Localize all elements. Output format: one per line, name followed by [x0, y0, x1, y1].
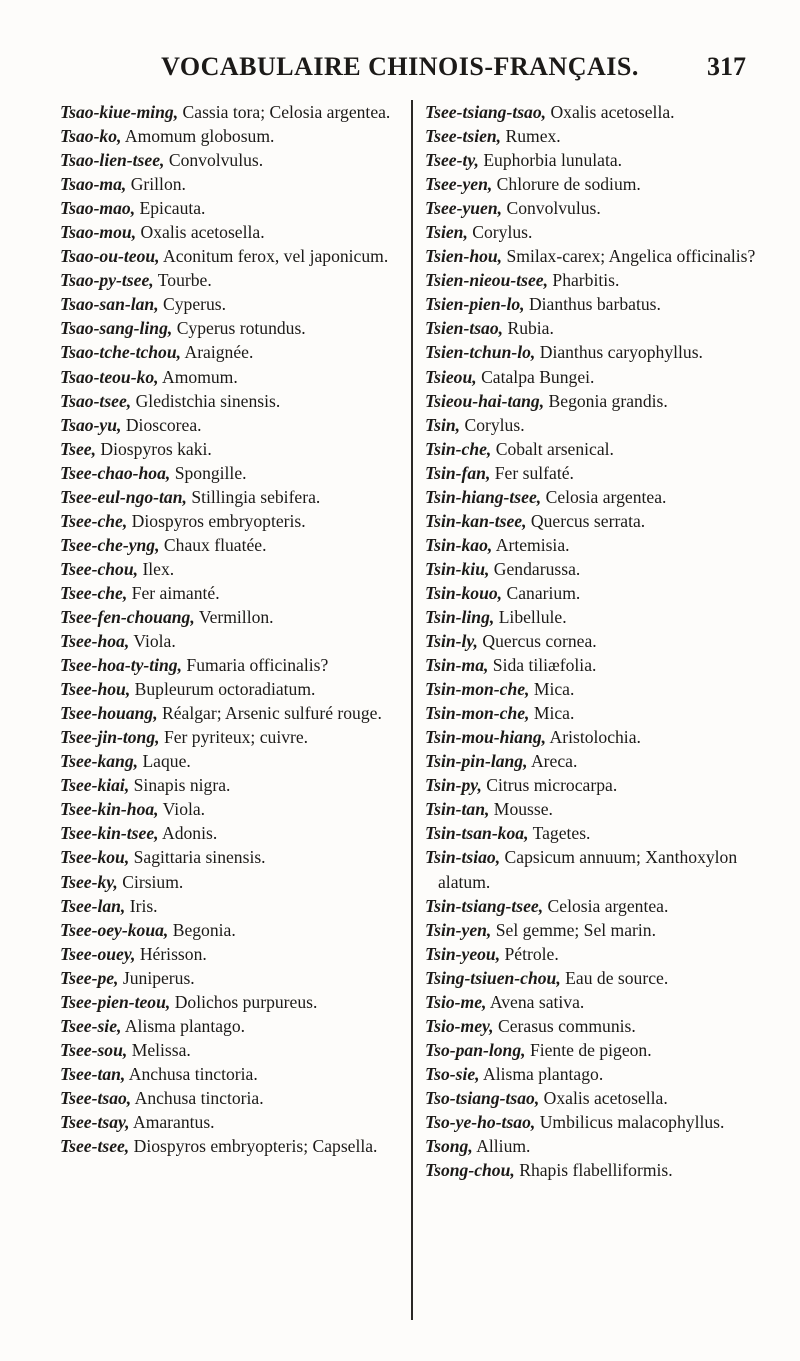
entry-term: Tsin-pin-lang, — [425, 751, 528, 772]
entry-definition: Catalpa Bungei. — [481, 366, 595, 387]
entry-term: Tsin-che, — [425, 438, 492, 459]
entry-term: Tsee-che, — [60, 582, 128, 603]
entry-definition: Pétrole. — [504, 943, 559, 964]
entry-term: Tsee-houang, — [60, 703, 158, 724]
entry-definition: Alisma plantago. — [124, 1015, 246, 1036]
dictionary-entry — [425, 533, 765, 557]
entry-term: Tsee-kiai, — [60, 775, 130, 796]
dictionary-entry — [425, 605, 765, 629]
dictionary-entry — [60, 1134, 400, 1158]
dictionary-entry — [60, 629, 400, 653]
dictionary-entry — [60, 966, 400, 990]
right-column — [425, 100, 765, 1182]
dictionary-entry — [425, 845, 765, 893]
entry-term: Tsee-fen-chouang, — [60, 606, 195, 627]
dictionary-entry — [60, 316, 400, 340]
dictionary-entry — [60, 990, 400, 1014]
entry-definition: Aristolochia. — [549, 727, 641, 748]
entry-term: Tsien-tchun-lo, — [425, 342, 536, 363]
entry-definition: Fer pyriteux; cuivre. — [163, 727, 309, 748]
dictionary-entry — [425, 990, 765, 1014]
entry-term: Tsee-yuen, — [425, 198, 503, 219]
entry-definition: Diospyros embryopteris. — [131, 510, 306, 531]
dictionary-entry — [60, 485, 400, 509]
entry-term: Tsin-hiang-tsee, — [425, 486, 542, 507]
dictionary-entry — [425, 196, 765, 220]
entry-term: Tsao-mou, — [60, 222, 137, 243]
dictionary-entry — [425, 1134, 765, 1158]
entry-definition: Celosia argentea. — [545, 486, 667, 507]
entry-term: Tsao-san-lan, — [60, 294, 159, 315]
entry-definition: Spongille. — [174, 462, 247, 483]
entry-definition: Adonis. — [161, 823, 218, 844]
dictionary-entry — [60, 461, 400, 485]
entry-term: Tsieou-hai-tang, — [425, 390, 545, 411]
entry-term: Tsin-fan, — [425, 462, 491, 483]
dictionary-entry — [60, 268, 400, 292]
entry-definition: Juniperus. — [122, 967, 195, 988]
entry-term: Tsee-hoa, — [60, 631, 130, 652]
entry-definition: Aconitum ferox, vel japonicum. — [163, 246, 389, 267]
dictionary-entry — [60, 749, 400, 773]
dictionary-entry — [425, 124, 765, 148]
entry-term: Tsee-sou, — [60, 1039, 128, 1060]
dictionary-entry — [425, 172, 765, 196]
dictionary-entry — [425, 509, 765, 533]
dictionary-entry — [60, 389, 400, 413]
dictionary-entry — [425, 557, 765, 581]
dictionary-entry — [425, 653, 765, 677]
entry-term: Tsee-tan, — [60, 1063, 126, 1084]
entry-term: Tsee-chao-hoa, — [60, 462, 171, 483]
entry-term: Tsao-sang-ling, — [60, 318, 173, 339]
entry-term: Tsee-ty, — [425, 150, 479, 171]
entry-term: Tsee-tsee, — [60, 1136, 130, 1157]
dictionary-entry — [60, 196, 400, 220]
entry-term: Tsee-oey-koua, — [60, 919, 169, 940]
dictionary-entry — [425, 1014, 765, 1038]
entry-definition: Begonia grandis. — [548, 390, 668, 411]
dictionary-entry — [425, 437, 765, 461]
dictionary-entry — [425, 701, 765, 725]
entry-definition: Amomum globosum. — [124, 126, 275, 147]
entry-definition: Sinapis nigra. — [133, 775, 231, 796]
entry-definition: Ilex. — [142, 558, 175, 579]
entry-term: Tsee-lan, — [60, 895, 126, 916]
entry-definition: Capsicum annuum; Xanthoxylon alatum. — [438, 847, 738, 892]
dictionary-entry — [425, 268, 765, 292]
entry-term: Tsin, — [425, 414, 461, 435]
dictionary-entry — [425, 1062, 765, 1086]
entry-definition: Rumex. — [505, 126, 561, 147]
dictionary-entry — [60, 365, 400, 389]
dictionary-entry — [60, 942, 400, 966]
entry-term: Tsin-kiu, — [425, 558, 490, 579]
entry-term: Tsin-mon-che, — [425, 703, 530, 724]
entry-term: Tsong, — [425, 1136, 473, 1157]
entry-definition: Canarium. — [506, 582, 581, 603]
dictionary-entry — [425, 148, 765, 172]
entry-term: Tsee-pien-teou, — [60, 991, 171, 1012]
dictionary-entry — [425, 220, 765, 244]
entry-term: Tsao-yu, — [60, 414, 122, 435]
entry-term: Tsien-nieou-tsee, — [425, 270, 548, 291]
dictionary-entry — [60, 653, 400, 677]
entry-term: Tsin-yeou, — [425, 943, 501, 964]
dictionary-entry — [425, 749, 765, 773]
entry-definition: Dioscorea. — [125, 414, 202, 435]
dictionary-entry — [60, 797, 400, 821]
entry-term: Tsee-tsay, — [60, 1111, 130, 1132]
entry-definition: Viola. — [133, 631, 176, 652]
entry-definition: Citrus microcarpa. — [486, 775, 618, 796]
entry-definition: Pharbitis. — [552, 270, 620, 291]
dictionary-entry — [60, 172, 400, 196]
entry-term: Tsee-kou, — [60, 847, 130, 868]
dictionary-entry — [60, 1110, 400, 1134]
entry-term: Tsee-kin-hoa, — [60, 799, 159, 820]
dictionary-entry — [60, 845, 400, 869]
entry-definition: Dolichos purpureus. — [174, 991, 318, 1012]
entry-definition: Anchusa tinctoria. — [134, 1087, 264, 1108]
dictionary-entry — [60, 124, 400, 148]
entry-definition: Chlorure de sodium. — [496, 174, 641, 195]
entry-term: Tsao-tche-tchou, — [60, 342, 182, 363]
entry-term: Tso-tsiang-tsao, — [425, 1087, 540, 1108]
entry-term: Tsee-sie, — [60, 1015, 122, 1036]
entry-term: Tsee-yen, — [425, 174, 493, 195]
dictionary-entry — [60, 244, 400, 268]
entry-term: Tsee-ky, — [60, 871, 118, 892]
entry-term: Tsee-eul-ngo-tan, — [60, 486, 187, 507]
entry-term: Tsin-mon-che, — [425, 679, 530, 700]
entry-definition: Smilax-carex; Angelica officinalis? — [506, 246, 756, 267]
dictionary-entry — [60, 918, 400, 942]
entry-definition: Cyperus. — [163, 294, 227, 315]
entry-definition: Cassia tora; Celosia argentea. — [182, 102, 391, 122]
entry-definition: Grillon. — [130, 174, 186, 195]
entry-term: Tsao-kiue-ming, — [60, 102, 179, 122]
entry-term: Tsao-ko, — [60, 126, 122, 147]
entry-term: Tsee-kang, — [60, 751, 139, 772]
entry-definition: Areca. — [530, 751, 578, 772]
dictionary-entry — [425, 942, 765, 966]
dictionary-entry — [60, 821, 400, 845]
dictionary-entry — [425, 461, 765, 485]
entry-term: Tsio-mey, — [425, 1015, 494, 1036]
entry-term: Tsin-ma, — [425, 655, 489, 676]
entry-definition: Rubia. — [507, 318, 554, 339]
dictionary-entry — [425, 1110, 765, 1134]
entry-term: Tsao-teou-ko, — [60, 366, 159, 387]
entry-definition: Cobalt arsenical. — [495, 438, 614, 459]
entry-term: Tsee-chou, — [60, 558, 139, 579]
entry-definition: Convolvulus. — [506, 198, 601, 219]
entry-definition: Begonia. — [172, 919, 236, 940]
page-header — [0, 52, 800, 92]
entry-term: Tsin-tsan-koa, — [425, 823, 529, 844]
dictionary-entry — [425, 966, 765, 990]
entry-definition: Sida tiliæfolia. — [492, 655, 597, 676]
dictionary-entry — [425, 797, 765, 821]
dictionary-entry — [425, 244, 765, 268]
entry-definition: Cerasus communis. — [497, 1015, 636, 1036]
dictionary-entry — [425, 413, 765, 437]
dictionary-entry — [425, 773, 765, 797]
entry-definition: Fer sulfaté. — [494, 462, 574, 483]
entry-term: Tsin-kao, — [425, 534, 493, 555]
entry-definition: Gendarussa. — [493, 558, 581, 579]
entry-definition: Oxalis acetosella. — [543, 1087, 668, 1108]
entry-term: Tsee-tsiang-tsao, — [425, 102, 547, 122]
entry-definition: Diospyros kaki. — [100, 438, 212, 459]
entry-definition: Oxalis acetosella. — [140, 222, 265, 243]
entry-definition: Celosia argentea. — [547, 895, 669, 916]
entry-definition: Fiente de pigeon. — [529, 1039, 652, 1060]
dictionary-entry — [60, 100, 400, 124]
entry-definition: Umbilicus malacophyllus. — [539, 1111, 725, 1132]
entry-term: Tso-ye-ho-tsao, — [425, 1111, 536, 1132]
dictionary-entry — [425, 340, 765, 364]
dictionary-entry — [60, 1038, 400, 1062]
entry-definition: Viola. — [162, 799, 206, 820]
entry-definition: Mousse. — [493, 799, 553, 820]
entry-term: Tsien-hou, — [425, 246, 503, 267]
entry-definition: Anchusa tinctoria. — [128, 1063, 258, 1084]
dictionary-entry — [425, 894, 765, 918]
entry-definition: Quercus cornea. — [482, 631, 597, 652]
entry-term: Tsao-ou-teou, — [60, 246, 160, 267]
dictionary-entry — [60, 773, 400, 797]
dictionary-entry — [425, 316, 765, 340]
entry-term: Tsien-pien-lo, — [425, 294, 525, 315]
entry-definition: Avena sativa. — [489, 991, 585, 1012]
entry-definition: Amomum. — [162, 366, 238, 387]
dictionary-entry — [425, 629, 765, 653]
left-column — [60, 100, 400, 1158]
entry-term: Tsin-kouo, — [425, 582, 503, 603]
entry-definition: Mica. — [533, 679, 575, 700]
entry-definition: Sagittaria sinensis. — [133, 847, 266, 868]
entry-term: Tsee-tsao, — [60, 1087, 132, 1108]
entry-definition: Cyperus rotundus. — [176, 318, 306, 339]
entry-definition: Libellule. — [498, 606, 567, 627]
dictionary-entry — [60, 605, 400, 629]
entry-term: Tsin-ly, — [425, 631, 478, 652]
entry-definition: Quercus serrata. — [530, 510, 646, 531]
dictionary-entry — [425, 821, 765, 845]
dictionary-entry — [60, 533, 400, 557]
entry-term: Tsee-jin-tong, — [60, 727, 160, 748]
entry-term: Tsien-tsao, — [425, 318, 504, 339]
entry-definition: Convolvulus. — [168, 150, 264, 171]
entry-definition: Vermillon. — [198, 606, 274, 627]
dictionary-entry — [60, 701, 400, 725]
dictionary-entry — [60, 894, 400, 918]
entry-term: Tsio-me, — [425, 991, 487, 1012]
entry-term: Tsin-yen, — [425, 919, 492, 940]
entry-definition: Iris. — [129, 895, 158, 916]
dictionary-entry — [425, 725, 765, 749]
dictionary-entry — [60, 581, 400, 605]
entry-term: Tsee-pe, — [60, 967, 119, 988]
dictionary-entry — [425, 389, 765, 413]
page-number: 317 — [707, 52, 746, 81]
dictionary-entry — [425, 100, 765, 124]
entry-definition: Fer aimanté. — [131, 582, 220, 603]
entry-definition: Allium. — [476, 1136, 531, 1157]
dictionary-entry — [60, 870, 400, 894]
dictionary-entry — [60, 148, 400, 172]
dictionary-entry — [425, 918, 765, 942]
dictionary-entry — [425, 1086, 765, 1110]
entry-definition: Rhapis flabelliformis. — [519, 1160, 673, 1181]
dictionary-entry — [60, 413, 400, 437]
entry-term: Tsieou, — [425, 366, 477, 387]
entry-definition: Bupleurum octoradiatum. — [134, 679, 316, 700]
entry-term: Tsao-lien-tsee, — [60, 150, 165, 171]
dictionary-entry — [60, 220, 400, 244]
entry-definition: Oxalis acetosella. — [550, 102, 675, 122]
entry-definition: Tagetes. — [532, 823, 591, 844]
dictionary-entry — [425, 677, 765, 701]
entry-definition: Euphorbia lunulata. — [483, 150, 623, 171]
entry-term: Tsin-tsiang-tsee, — [425, 895, 544, 916]
entry-term: Tsin-ling, — [425, 606, 495, 627]
dictionary-entry — [60, 292, 400, 316]
entry-definition: Stillingia sebifera. — [191, 486, 321, 507]
dictionary-entry — [60, 437, 400, 461]
column-divider — [411, 100, 413, 1320]
entry-term: Tso-sie, — [425, 1063, 480, 1084]
dictionary-entry — [425, 292, 765, 316]
entry-term: Tsee-hou, — [60, 679, 131, 700]
entry-definition: Alisma plantago. — [483, 1063, 604, 1084]
entry-term: Tsee-kin-tsee, — [60, 823, 159, 844]
entry-definition: Eau de source. — [565, 967, 669, 988]
entry-term: Tsee, — [60, 438, 96, 459]
entry-definition: Cirsium. — [122, 871, 184, 892]
dictionary-entry — [425, 1038, 765, 1062]
entry-term: Tsao-tsee, — [60, 390, 132, 411]
entry-definition: Sel gemme; Sel marin. — [495, 919, 656, 940]
entry-definition: Corylus. — [464, 414, 525, 435]
entry-definition: Corylus. — [472, 222, 533, 243]
entry-term: Tsee-tsien, — [425, 126, 502, 147]
entry-definition: Epicauta. — [139, 198, 206, 219]
entry-term: Tsao-py-tsee, — [60, 270, 154, 291]
entry-term: Tsin-tan, — [425, 799, 490, 820]
entry-definition: Melissa. — [131, 1039, 191, 1060]
dictionary-entry — [425, 1158, 765, 1182]
entry-definition: Hérisson. — [139, 943, 207, 964]
entry-term: Tsin-mou-hiang, — [425, 727, 547, 748]
entry-term: Tsee-che, — [60, 510, 128, 531]
entry-term: Tsao-ma, — [60, 174, 127, 195]
entry-term: Tsee-hoa-ty-ting, — [60, 655, 183, 676]
entry-term: Tsien, — [425, 222, 468, 243]
dictionary-entry — [60, 340, 400, 364]
running-title: VOCABULAIRE CHINOIS-FRANÇAIS. — [161, 52, 639, 81]
entry-definition: Fumaria officinalis? — [186, 655, 329, 676]
entry-definition: Mica. — [533, 703, 575, 724]
entry-term: Tsong-chou, — [425, 1160, 515, 1181]
entry-definition: Dianthus caryophyllus. — [539, 342, 703, 363]
entry-term: Tsin-kan-tsee, — [425, 510, 527, 531]
dictionary-entry — [60, 1062, 400, 1086]
entry-term: Tsin-py, — [425, 775, 482, 796]
dictionary-entry — [60, 677, 400, 701]
entry-definition: Araignée. — [184, 342, 254, 363]
entry-term: Tsee-che-yng, — [60, 534, 160, 555]
entry-definition: Artemisia. — [495, 534, 570, 555]
dictionary-entry — [425, 485, 765, 509]
entry-definition: Réalgar; Arsenic sulfuré rouge. — [162, 703, 382, 724]
dictionary-entry — [425, 365, 765, 389]
dictionary-entry — [425, 581, 765, 605]
entry-definition: Tourbe. — [157, 270, 212, 291]
entry-term: Tsao-mao, — [60, 198, 136, 219]
entry-definition: Chaux fluatée. — [163, 534, 267, 555]
entry-term: Tsin-tsiao, — [425, 847, 501, 868]
entry-definition: Gledistchia sinensis. — [135, 390, 281, 411]
dictionary-entry — [60, 725, 400, 749]
entry-definition: Laque. — [142, 751, 191, 772]
entry-definition: Dianthus barbatus. — [528, 294, 661, 315]
dictionary-entry — [60, 557, 400, 581]
dictionary-entry — [60, 1014, 400, 1038]
entry-term: Tsing-tsiuen-chou, — [425, 967, 561, 988]
dictionary-entry — [60, 509, 400, 533]
entry-definition: Diospyros embryopteris; Capsella. — [133, 1136, 378, 1157]
entry-definition: Amarantus. — [132, 1111, 215, 1132]
entry-term: Tso-pan-long, — [425, 1039, 526, 1060]
entry-term: Tsee-ouey, — [60, 943, 136, 964]
dictionary-entry — [60, 1086, 400, 1110]
